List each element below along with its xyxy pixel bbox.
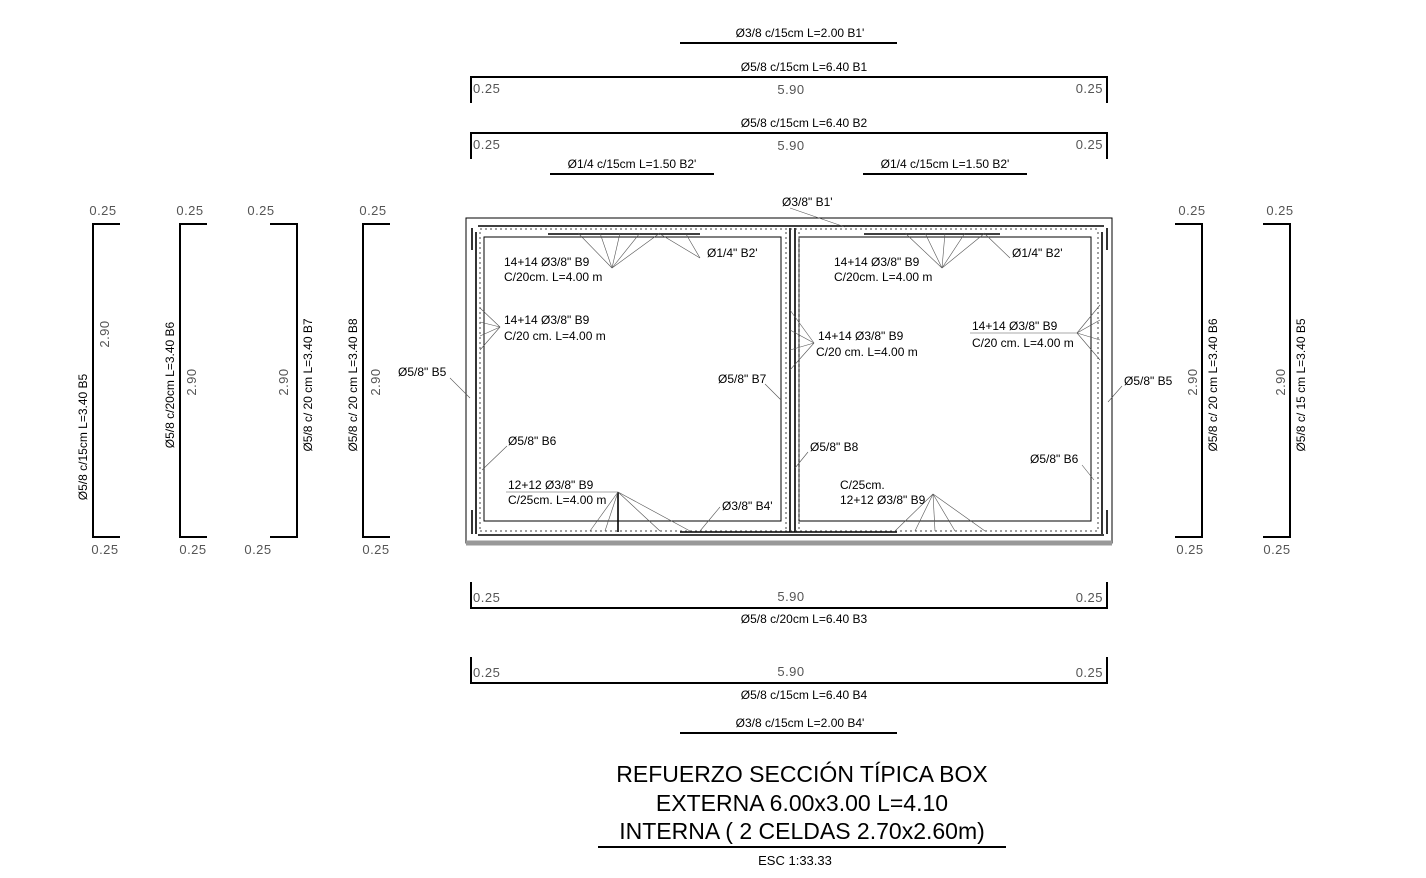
bar-b3-label: Ø5/8 c/20cm L=6.40 B3	[740, 612, 868, 626]
sec-b9-mc-line1: 14+14 Ø3/8" B9	[818, 329, 904, 343]
sec-b5-left-label: Ø5/8" B5	[398, 365, 447, 379]
sec-b6-right-label: Ø5/8" B6	[1030, 452, 1079, 466]
dim-b1-left: 0.25	[473, 81, 501, 96]
dim-b1-span: 5.90	[777, 82, 805, 97]
sec-b9-ml-line1: 14+14 Ø3/8" B9	[504, 313, 590, 327]
dim-rb6-height: 2.90	[1185, 368, 1200, 396]
title-line-1: REFUERZO SECCIÓN TÍPICA BOX	[616, 761, 988, 787]
title-block	[598, 761, 1006, 868]
left-bar-schedule	[76, 203, 390, 557]
box-section	[398, 195, 1173, 543]
dim-vb7-height: 2.90	[276, 368, 291, 396]
bar-b2-prime-right-label: Ø1/4 c/15cm L=1.50 B2'	[880, 157, 1010, 171]
dim-b4-span: 5.90	[777, 664, 805, 679]
bar-b4-prime-label: Ø3/8 c/15cm L=2.00 B4'	[735, 716, 865, 730]
sec-b9-mc-line2: C/20 cm. L=4.00 m	[816, 345, 918, 359]
sec-b9-tl-line1: 14+14 Ø3/8" B9	[504, 255, 590, 269]
title-line-3: INTERNA ( 2 CELDAS 2.70x2.60m)	[619, 818, 985, 844]
bar-right-b6-label: Ø5/8 c/ 20 cm L=3.40 B6	[1206, 318, 1220, 452]
dim-vb8-height: 2.90	[368, 368, 383, 396]
dim-rb6-top: 0.25	[1178, 203, 1206, 218]
dim-vb5-height: 2.90	[97, 320, 112, 348]
sec-b9-tr-line2: C/20cm. L=4.00 m	[834, 270, 933, 284]
sec-b9-mr-line2: C/20 cm. L=4.00 m	[972, 336, 1074, 350]
sec-b8-label: Ø5/8" B8	[810, 440, 859, 454]
bar-left-b8-label: Ø5/8 c/ 20 cm L=3.40 B8	[346, 318, 360, 452]
title-scale: ESC 1:33.33	[758, 853, 832, 868]
dim-vb6-bottom: 0.25	[179, 542, 207, 557]
sec-b1p-label: Ø3/8" B1'	[782, 195, 833, 209]
dim-rb5-height: 2.90	[1273, 368, 1288, 396]
bar-b2-prime-left-label: Ø1/4 c/15cm L=1.50 B2'	[567, 157, 697, 171]
sec-b4p-label: Ø3/8" B4'	[722, 499, 773, 513]
dim-b1-right: 0.25	[1075, 81, 1103, 96]
sec-b9-tr-line1: 14+14 Ø3/8" B9	[834, 255, 920, 269]
dim-vb8-top: 0.25	[359, 203, 387, 218]
dim-b3-left: 0.25	[473, 590, 501, 605]
bar-left-b7-label: Ø5/8 c/ 20 cm L=3.40 B7	[301, 318, 315, 452]
sec-b6-left-label: Ø5/8" B6	[508, 434, 557, 448]
dim-vb5-top: 0.25	[89, 203, 117, 218]
bar-b1-label: Ø5/8 c/15cm L=6.40 B1	[740, 60, 868, 74]
bar-right-b5-label: Ø5/8 c/ 15 cm L=3.40 B5	[1294, 318, 1308, 452]
dim-vb6-top: 0.25	[176, 203, 204, 218]
sec-b7-label: Ø5/8" B7	[718, 372, 767, 386]
dim-b2-span: 5.90	[777, 138, 805, 153]
dim-b3-span: 5.90	[777, 589, 805, 604]
dim-b4-right: 0.25	[1075, 665, 1103, 680]
bar-b1-prime-label: Ø3/8 c/15cm L=2.00 B1'	[735, 26, 865, 40]
bar-left-b6-label: Ø5/8 c/20cm L=3.40 B6	[163, 321, 177, 449]
dim-b2-left: 0.25	[473, 137, 501, 152]
dim-vb7-top: 0.25	[247, 203, 275, 218]
dim-b4-left: 0.25	[473, 665, 501, 680]
sec-b9-tl-line2: C/20cm. L=4.00 m	[504, 270, 603, 284]
sec-b9-br-line2: 12+12 Ø3/8" B9	[840, 493, 926, 507]
sec-b9-ml-line2: C/20 cm. L=4.00 m	[504, 329, 606, 343]
dim-rb5-bottom: 0.25	[1263, 542, 1291, 557]
dim-vb5-bottom: 0.25	[91, 542, 119, 557]
bottom-bar-schedule	[471, 582, 1107, 733]
sec-b9-br-line1: C/25cm.	[840, 478, 885, 492]
bar-left-b5	[93, 224, 120, 537]
sec-b2p-right-label: Ø1/4" B2'	[1012, 246, 1063, 260]
bar-b4-label: Ø5/8 c/15cm L=6.40 B4	[740, 688, 868, 702]
top-bar-schedule	[471, 26, 1107, 174]
dim-rb6-bottom: 0.25	[1176, 542, 1204, 557]
sec-b5-right-label: Ø5/8" B5	[1124, 374, 1173, 388]
sec-b9-mr-line1: 14+14 Ø3/8" B9	[972, 319, 1058, 333]
dim-vb7-bottom: 0.25	[244, 542, 272, 557]
bar-b2-label: Ø5/8 c/15cm L=6.40 B2	[740, 116, 868, 130]
dim-rb5-top: 0.25	[1266, 203, 1294, 218]
title-line-2: EXTERNA 6.00x3.00 L=4.10	[655, 790, 949, 816]
sec-b2p-left-label: Ø1/4" B2'	[707, 246, 758, 260]
dim-vb6-height: 2.90	[184, 368, 199, 396]
right-bar-schedule	[1175, 203, 1308, 557]
dim-b3-right: 0.25	[1075, 590, 1103, 605]
dim-vb8-bottom: 0.25	[362, 542, 390, 557]
sec-b9-bl-line2: C/25cm. L=4.00 m	[508, 493, 607, 507]
sec-b9-bl-line1: 12+12 Ø3/8" B9	[508, 478, 594, 492]
bar-left-b5-label: Ø5/8 c/15cm L=3.40 B5	[76, 373, 90, 501]
dim-b2-right: 0.25	[1075, 137, 1103, 152]
